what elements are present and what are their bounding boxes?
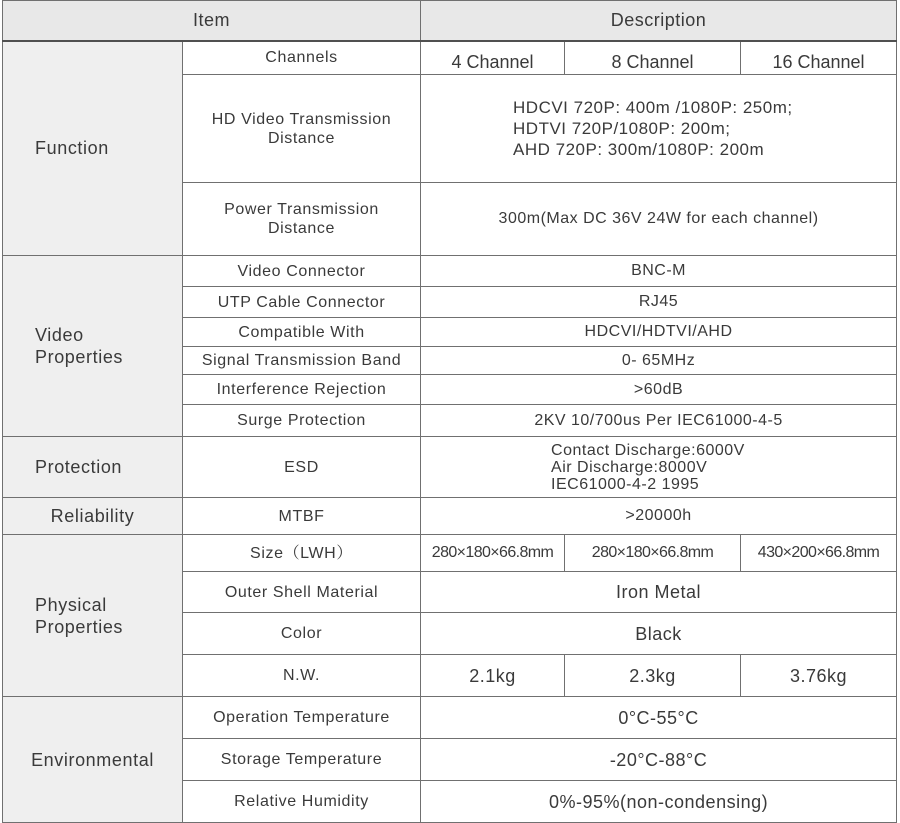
row-label-surge: Surge Protection [183,405,421,437]
row-label-color: Color [183,613,421,655]
row-label-utp-connector: UTP Cable Connector [183,287,421,318]
channel-4: 4 Channel [421,41,565,75]
header-item: Item [3,1,421,41]
value-color: Black [421,613,897,655]
group-line: Properties [35,347,124,367]
label-line: Power Transmission [224,201,379,218]
group-physical-properties [3,535,183,697]
row-label-channels: Channels [183,41,421,75]
nw-4ch: 2.1kg [421,655,565,697]
nw-8ch: 2.3kg [565,655,741,697]
size-8ch: 280×180×66.8mm [565,535,741,572]
value-line: AHD 720P: 300m/1080P: 200m [513,140,765,159]
value-power-distance: 300m(Max DC 36V 24W for each channel) [421,183,897,256]
value-material: Iron Metal [421,572,897,613]
row-label-video-connector: Video Connector [183,256,421,287]
table-row [3,256,897,287]
size-4ch: 280×180×66.8mm [421,535,565,572]
row-label-humidity: Relative Humidity [183,781,421,823]
value-line: IEC61000-4-2 1995 [551,475,700,493]
nw-16ch: 3.76kg [741,655,897,697]
value-line: Contact Discharge:6000V [551,441,745,459]
value-video-connector: BNC-M [421,256,897,287]
row-label-esd: ESD [183,437,421,498]
table-row [3,697,897,739]
value-interference: >60dB [421,375,897,405]
value-surge: 2KV 10/700us Per IEC61000-4-5 [421,405,897,437]
label-line: Distance [267,129,336,147]
row-label-mtbf: MTBF [183,498,421,535]
table-row [3,41,897,75]
row-label-hd-distance [183,75,421,183]
group-environmental: Environmental [3,697,183,823]
row-label-operation-temp: Operation Temperature [183,697,421,739]
value-utp-connector: RJ45 [421,287,897,318]
group-function: Function [3,41,183,256]
row-label-material: Outer Shell Material [183,572,421,613]
group-line: Physical [35,594,107,615]
row-label-power-distance [183,183,421,256]
value-mtbf: >20000h [421,498,897,535]
value-storage-temp: -20°C-88°C [421,739,897,781]
channel-16: 16 Channel [741,41,897,75]
value-signal-band: 0- 65MHz [421,347,897,375]
row-label-nw: N.W. [183,655,421,697]
value-esd [421,437,897,498]
table-row [3,535,897,572]
table-row [3,437,897,498]
value-humidity: 0%-95%(non-condensing) [421,781,897,823]
group-protection: Protection [3,437,183,498]
group-line: Properties [35,616,124,637]
table-row [3,498,897,535]
header-row [3,1,897,41]
spec-table [2,0,897,823]
value-line: HDCVI 720P: 400m /1080P: 250m; [513,98,793,117]
row-label-storage-temp: Storage Temperature [183,739,421,781]
value-line: Air Discharge:8000V [551,458,708,476]
header-description: Description [421,1,897,41]
group-reliability: Reliability [3,498,183,535]
row-label-signal-band: Signal Transmission Band [183,347,421,375]
value-line: HDTVI 720P/1080P: 200m; [513,119,731,138]
value-compatible: HDCVI/HDTVI/AHD [421,318,897,347]
channel-8: 8 Channel [565,41,741,75]
group-line: Video [35,325,84,345]
group-video-properties [3,256,183,437]
label-line: Distance [267,220,336,237]
label-line: HD Video Transmission [211,110,392,128]
row-label-compatible: Compatible With [183,318,421,347]
size-16ch: 430×200×66.8mm [741,535,897,572]
row-label-size: Size（LWH） [183,535,421,572]
value-operation-temp: 0°C-55°C [421,697,897,739]
row-label-interference: Interference Rejection [183,375,421,405]
value-hd-distance [421,75,897,183]
